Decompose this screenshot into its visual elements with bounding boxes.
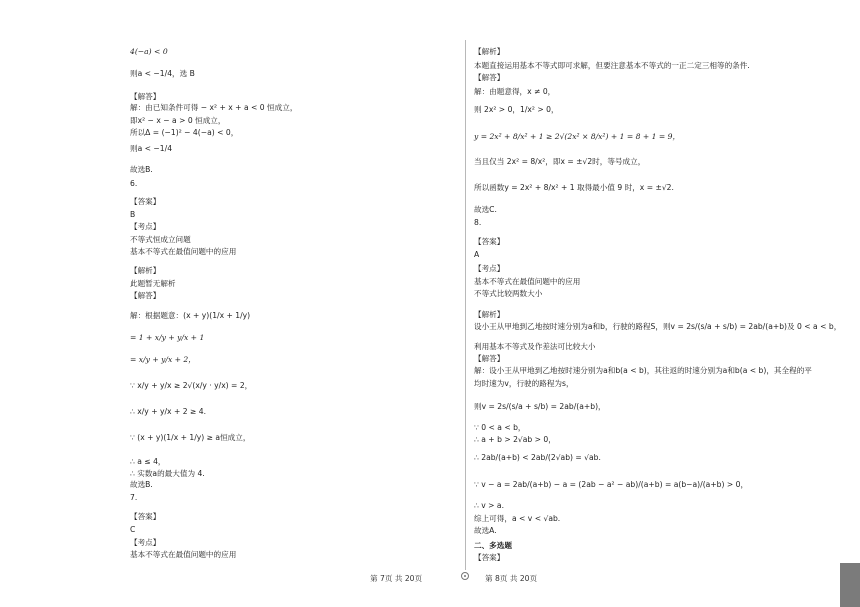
left_column-line: 7. [130, 493, 138, 502]
left_column-line: 【答案】 [130, 197, 161, 206]
left_column-line: 6. [130, 179, 138, 188]
left_column-line: 则a < −1/4，选 B [130, 69, 195, 78]
right_column-line: 则v = 2s/(s/a + s/b) = 2ab/(a+b)， [474, 402, 606, 411]
left_column-line: = x/y + y/x + 2， [130, 355, 196, 364]
left_column-line: 【考点】 [130, 222, 161, 231]
right_column-line: 当且仅当 2x² = 8/x²，即x = ±√2时，等号成立， [474, 157, 646, 166]
right_column-line: 解：由题意得，x ≠ 0， [474, 87, 556, 96]
left_column-line: ∴ 实数a的最大值为 4. [130, 469, 205, 478]
right_column-line: 【考点】 [474, 264, 505, 273]
left_column-line: C [130, 525, 136, 534]
left-page-footer: 第 7页 共 20页 [370, 574, 423, 583]
right_column-line: 本题直接运用基本不等式即可求解，但要注意基本不等式的一正二定三相等的条件. [474, 61, 750, 70]
left_column-line: 故选B. [130, 165, 153, 174]
right_column-line: 解：设小王从甲地到乙地按时速分别为a和b(a < b)，其往返的时速分别为a和b(a < b)，其全程的平 [474, 366, 812, 375]
left_column-line: 【答案】 [130, 512, 161, 521]
right_column-line: ∵ 0 < a < b， [474, 423, 526, 432]
left_column-line: 【考点】 [130, 538, 161, 547]
gear-icon [461, 572, 469, 580]
right_column-line: 设小王从甲地到乙地按时速分别为a和b，行驶的路程S，则v = 2s/(s/a + s/b) = 2ab/(a+b)及 0 < a < b， [474, 322, 842, 331]
right_column-line: 【解答】 [474, 354, 505, 363]
right_column-line: 【答案】 [474, 237, 505, 246]
left_column-line: 4(−a) < 0 [130, 47, 168, 56]
right_column-line: ∵ v − a = 2ab/(a+b) − a = (2ab − a² − ab)/(a+b) = a(b−a)/(a+b) > 0， [474, 480, 749, 489]
left_column-line: 不等式恒成立问题 [130, 235, 191, 244]
left_column-line: 基本不等式在最值问题中的应用 [130, 550, 237, 559]
right_column-line: 综上可得，a < v < √ab. [474, 514, 561, 523]
left_column-line: 【解析】 [130, 266, 161, 275]
left_column-line: 此题暂无解析 [130, 279, 176, 288]
side-scroll-tab[interactable] [840, 563, 860, 607]
right_column-line: 【解析】 [474, 47, 505, 56]
left_column-line: 即x² − x − a > 0 恒成立， [130, 116, 226, 125]
right_column-line: 【答案】 [474, 553, 505, 562]
left_column-line: ∵ x/y + y/x ≥ 2√(x/y · y/x) = 2， [130, 381, 253, 390]
right_column-line: 故选C. [474, 205, 497, 214]
right_column-line: y = 2x² + 8/x² + 1 ≥ 2√(2x² × 8/x²) + 1 = 8 + 1 = 9， [474, 132, 681, 141]
right_column-line: 所以函数y = 2x² + 8/x² + 1 取得最小值 9 时，x = ±√2. [474, 183, 674, 192]
left_column-line: 所以Δ = (−1)² − 4(−a) < 0， [130, 128, 239, 137]
left_column-line: = 1 + x/y + y/x + 1 [130, 333, 205, 342]
left_column-line: 解：由已知条件可得 − x² + x + a < 0 恒成立， [130, 103, 298, 112]
left_column-line: 【解答】 [130, 92, 161, 101]
left_column-line: ∵ (x + y)(1/x + 1/y) ≥ a恒成立， [130, 433, 251, 442]
left_column-line: B [130, 210, 136, 219]
right_column-line: ∴ v > a. [474, 501, 504, 510]
left_column-line: 故选B. [130, 480, 153, 489]
right_column-line: 基本不等式在最值问题中的应用 [474, 277, 581, 286]
left_column-line: ∴ a ≤ 4， [130, 457, 166, 466]
left_column-line: 【解答】 [130, 291, 161, 300]
right_column-line: 故选A. [474, 526, 497, 535]
right_column-line: 不等式比较两数大小 [474, 289, 543, 298]
right_column-line: 二、多选题 [474, 541, 512, 550]
right_column-line: 则 2x² > 0，1/x² > 0， [474, 105, 559, 114]
left_column-line: 基本不等式在最值问题中的应用 [130, 247, 237, 256]
right_column-line: 利用基本不等式及作差法可比较大小 [474, 342, 596, 351]
left_column-line: ∴ x/y + y/x + 2 ≥ 4. [130, 407, 206, 416]
right_column-line: 【解析】 [474, 310, 505, 319]
right_column-line: 【解答】 [474, 73, 505, 82]
right_column-line: 均时速为v，行驶的路程为s， [474, 379, 574, 388]
right-page-footer: 第 8页 共 20页 [485, 574, 538, 583]
page-divider [465, 40, 466, 570]
right_column-line: A [474, 250, 480, 259]
left_column-line: 则a < −1/4 [130, 144, 173, 153]
left_column-line: 解：根据题意：(x + y)(1/x + 1/y) [130, 311, 251, 320]
right_column-line: ∴ a + b > 2√ab > 0， [474, 435, 556, 444]
right_column-line: 8. [474, 218, 482, 227]
right_column-line: ∴ 2ab/(a+b) < 2ab/(2√ab) = √ab. [474, 453, 601, 462]
